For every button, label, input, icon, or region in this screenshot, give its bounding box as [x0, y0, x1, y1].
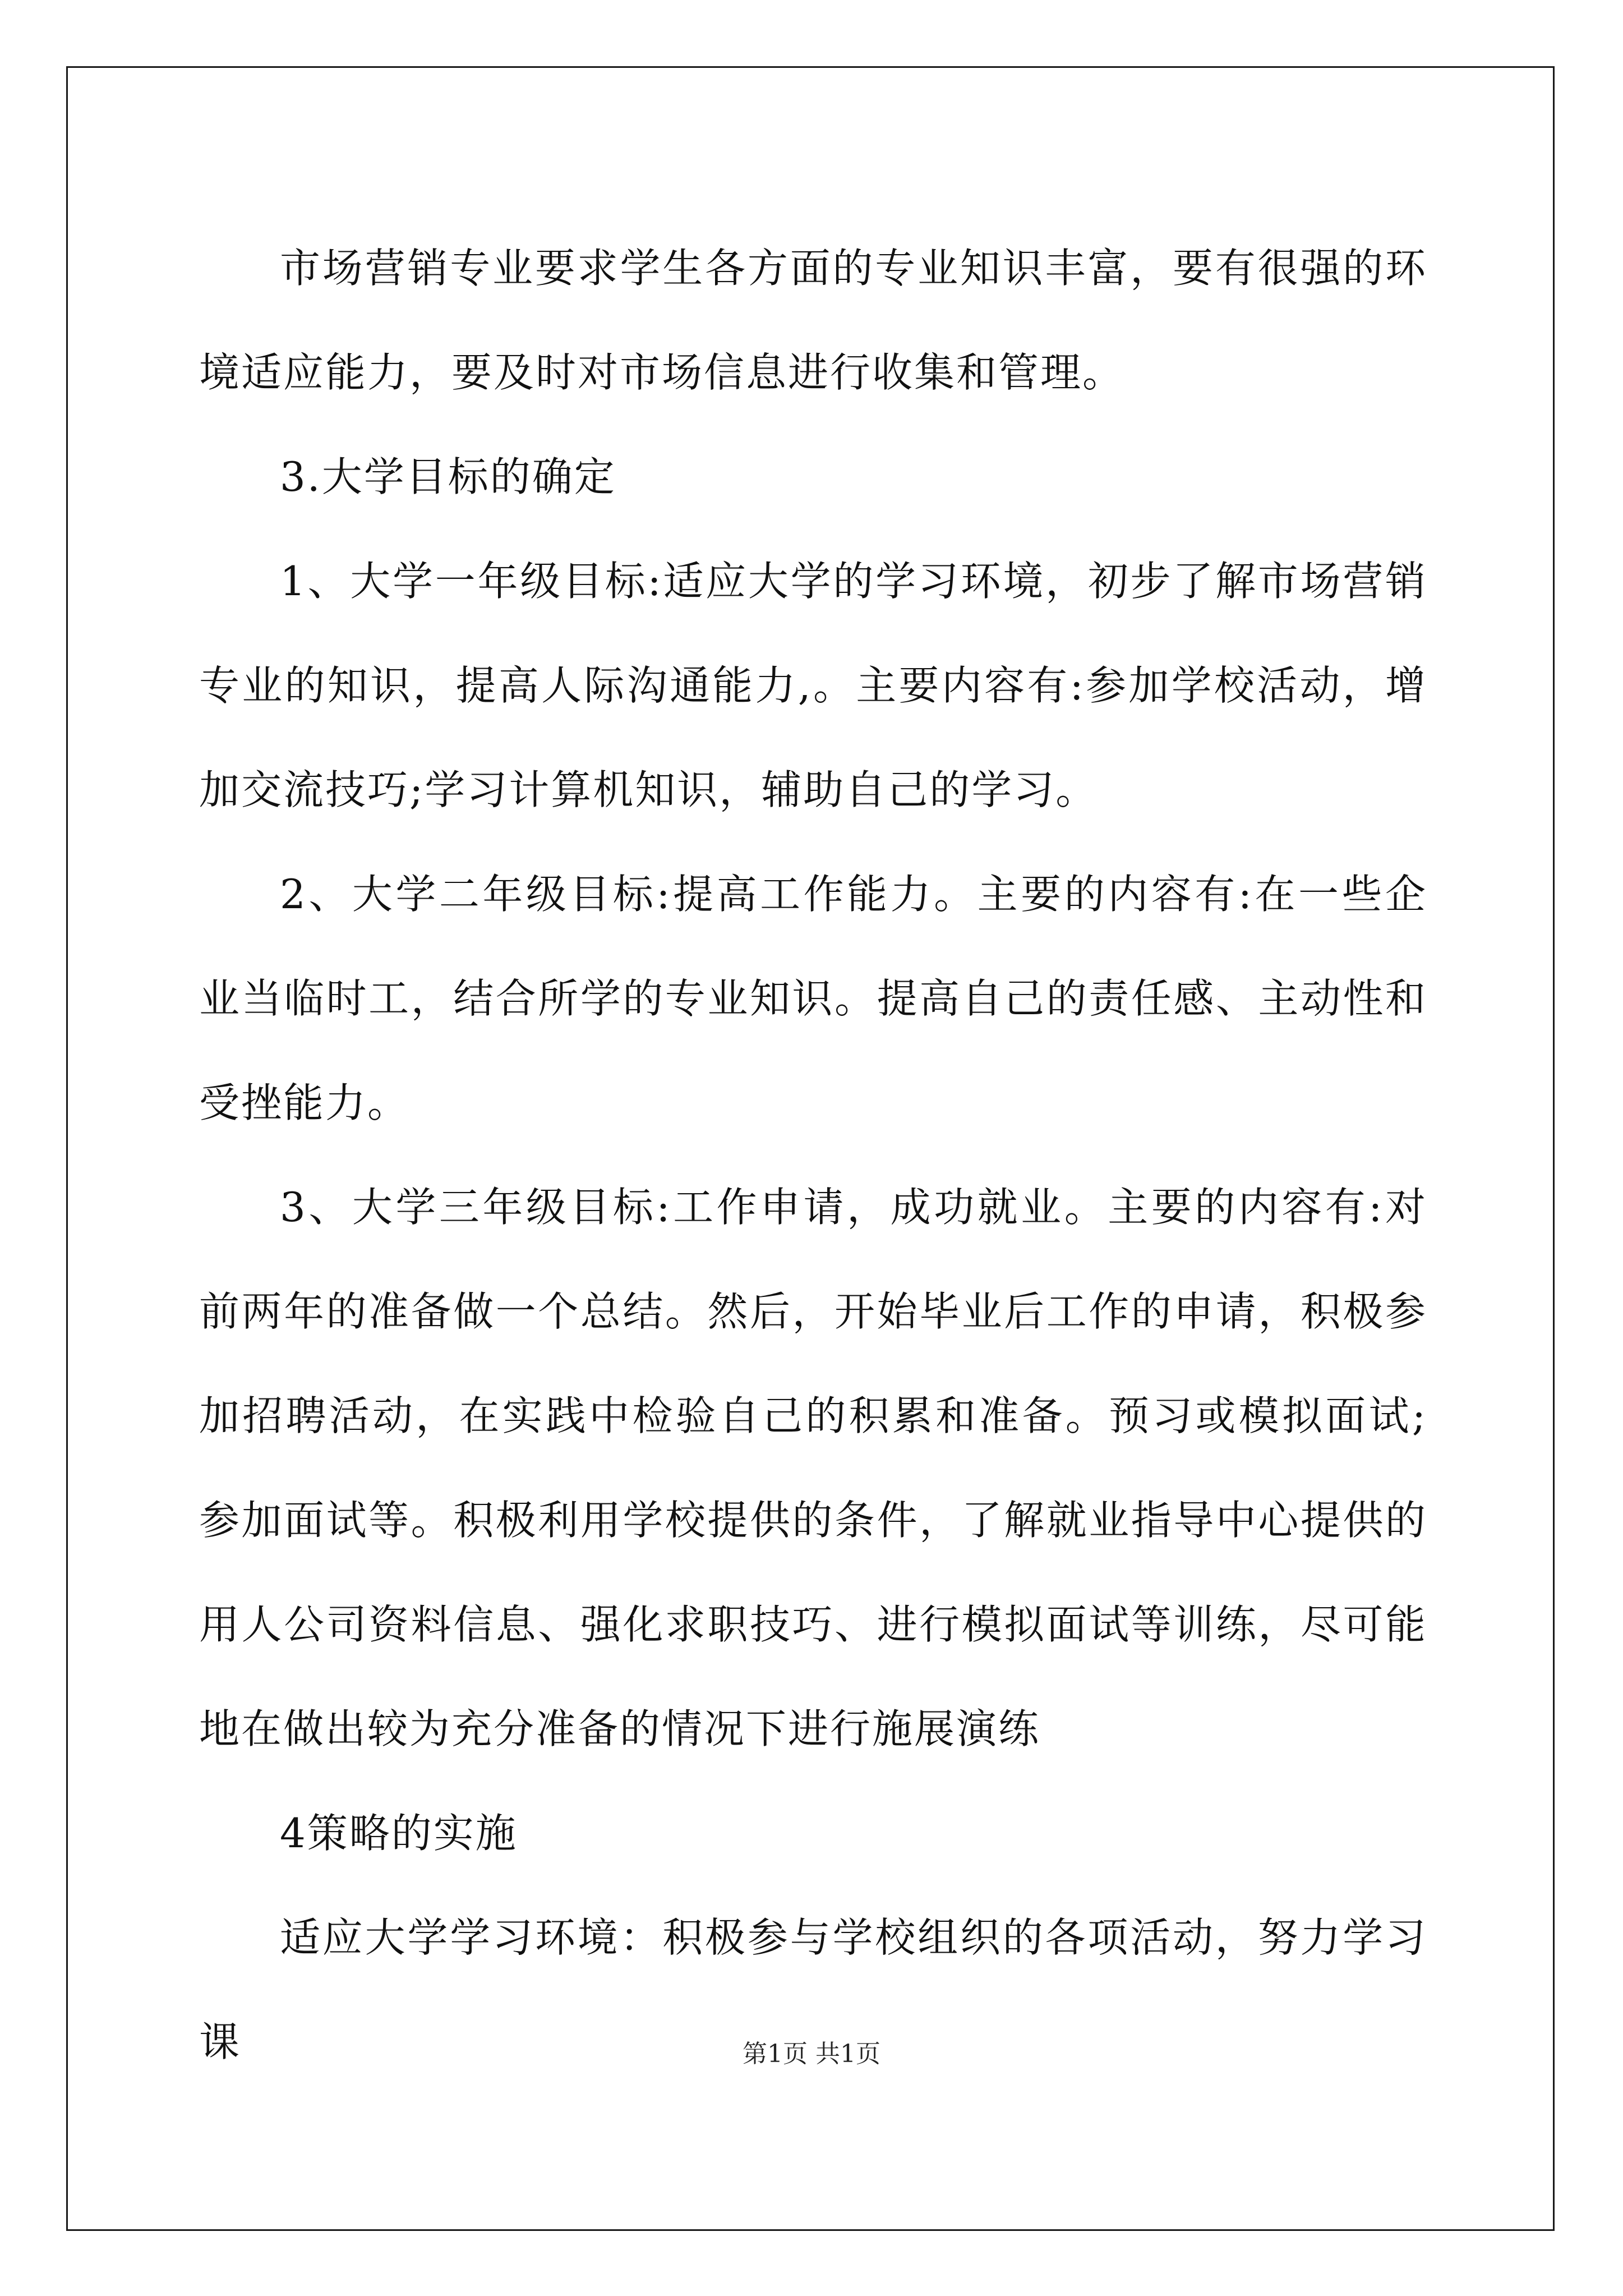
paragraph-year-three: 3、大学三年级目标:工作申请，成功就业。主要的内容有:对前两年的准备做一个总结。然后，开始毕业后工作的申请，积极参加招聘活动，在实践中检验自己的积累和准备。预习或模拟面试;参加面试等。积极利用学校提供的条件，了解就业指导中心提供的用人公司资料信息、强化求职技巧、进行模拟面试等训练，尽可能地在做出较为充分准备的情况下进行施展演练 — [199, 1184, 1427, 1752]
paragraph-year-two: 2、大学二年级目标:提高工作能力。主要的内容有:在一些企业当临时工，结合所学的专业知识。提高自己的责任感、主动性和受挫能力。 — [199, 871, 1427, 1126]
heading-strategy: 4策略的实施 — [280, 1810, 518, 1857]
document-body — [199, 216, 1427, 2094]
heading-goals: 3.大学目标的确定 — [280, 453, 616, 500]
paragraph-strategy: 适应大学学习环境：积极参与学校组织的各项活动，努力学习课 — [199, 1914, 1427, 2065]
paragraph-year-one: 1、大学一年级目标:适应大学的学习环境，初步了解市场营销专业的知识，提高人际沟通能力,。主要内容有:参加学校活动，增加交流技巧;学习计算机知识，辅助自己的学习。 — [199, 558, 1427, 813]
paragraph-intro: 市场营销专业要求学生各方面的专业知识丰富，要有很强的环境适应能力，要及时对市场信息进行收集和管理。 — [199, 245, 1427, 396]
page-footer: 第1页 共1页 — [743, 2040, 880, 2068]
